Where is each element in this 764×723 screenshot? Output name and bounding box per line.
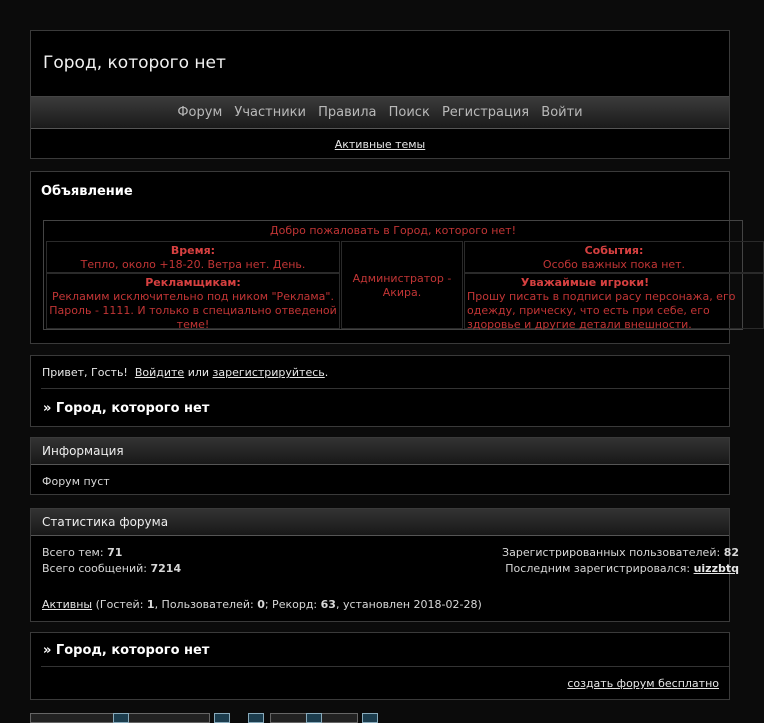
users-label: Зарегистрированных пользователей: bbox=[502, 546, 721, 559]
ads-text: Рекламим исключительно под ником "Реклама". Пароль - 1111. И только в специально отведеной теме! bbox=[49, 290, 337, 331]
posts-count bbox=[42, 562, 181, 575]
theme-select-arrow-icon bbox=[113, 713, 129, 723]
nav-register[interactable]: Регистрация bbox=[441, 105, 530, 120]
players-title: Уважаймые игроки! bbox=[520, 276, 650, 289]
guests-value: 1 bbox=[146, 598, 155, 611]
bottom-panel bbox=[30, 632, 730, 700]
stats-panel bbox=[30, 508, 739, 622]
info-heading: Информация bbox=[31, 438, 729, 465]
time-title: Время: bbox=[170, 244, 216, 257]
greeting-suffix: . bbox=[324, 366, 329, 379]
login-link[interactable]: Войдите bbox=[134, 366, 185, 379]
admin-cell bbox=[341, 241, 463, 329]
nav-search[interactable]: Поиск bbox=[388, 105, 430, 120]
active-link[interactable]: Активны bbox=[42, 598, 93, 611]
create-forum-link[interactable]: создать форум бесплатно bbox=[567, 677, 719, 690]
last-user-link[interactable]: uizzbtq bbox=[693, 562, 739, 575]
announcement-table bbox=[43, 220, 743, 330]
users-online-value: 0 bbox=[257, 598, 265, 611]
admin-text: Администратор - Акира. bbox=[352, 272, 452, 299]
active-topics-link[interactable]: Активные темы bbox=[334, 138, 426, 151]
last-registered bbox=[505, 562, 739, 575]
register-link[interactable]: зарегистрируйтесь bbox=[212, 366, 325, 379]
footer-controls bbox=[30, 713, 730, 723]
stats-body bbox=[31, 536, 739, 622]
greeting-panel bbox=[30, 355, 730, 427]
greeting-prefix: Привет, Гость! bbox=[42, 366, 128, 379]
info-panel bbox=[30, 437, 730, 495]
time-text: Тепло, около +18-20. Ветра нет. День. bbox=[80, 258, 306, 271]
bottom-breadcrumb[interactable]: » Город, которого нет bbox=[43, 643, 210, 658]
lang-select-arrow-icon bbox=[306, 713, 322, 723]
record-value: 63 bbox=[320, 598, 336, 611]
users-value: 82 bbox=[723, 546, 739, 559]
players-cell bbox=[464, 273, 764, 329]
events-title: События: bbox=[584, 244, 644, 257]
forum-header bbox=[30, 30, 730, 159]
theme-go-button[interactable] bbox=[214, 713, 230, 723]
sub-nav bbox=[31, 129, 729, 160]
welcome-text: Добро пожаловать в Город, которого нет! bbox=[270, 224, 516, 237]
create-forum-wrap bbox=[567, 677, 719, 690]
ads-title: Рекламщикам: bbox=[145, 276, 241, 289]
divider bbox=[41, 388, 729, 389]
last-label: Последним зарегистрировался: bbox=[505, 562, 691, 575]
stats-heading: Статистика форума bbox=[31, 509, 729, 536]
topics-label: Всего тем: bbox=[42, 546, 104, 559]
apply-button[interactable] bbox=[362, 713, 378, 723]
breadcrumb[interactable]: » Город, которого нет bbox=[43, 401, 210, 416]
topics-value: 71 bbox=[107, 546, 123, 559]
announcement-panel bbox=[30, 171, 736, 344]
main-nav bbox=[31, 96, 729, 129]
events-text: Особо важных пока нет. bbox=[542, 258, 686, 271]
posts-label: Всего сообщений: bbox=[42, 562, 147, 575]
posts-value: 7214 bbox=[150, 562, 182, 575]
forum-title: Город, которого нет bbox=[43, 53, 226, 73]
users-count bbox=[502, 546, 739, 559]
greeting-or: или bbox=[187, 366, 210, 379]
nav-forum[interactable]: Форум bbox=[177, 105, 223, 120]
lang-go-button[interactable] bbox=[248, 713, 264, 723]
nav-rules[interactable]: Правила bbox=[318, 105, 377, 120]
info-text: Форум пуст bbox=[42, 475, 110, 488]
info-body bbox=[31, 465, 729, 488]
players-text: Прошу писать в подписи расу персонажа, его одежду, прическу, что есть при себе, его здоровье и другие детали внешности. bbox=[467, 290, 736, 331]
nav-members[interactable]: Участники bbox=[234, 105, 306, 120]
nav-login[interactable]: Войти bbox=[541, 105, 583, 120]
announcement-heading: Объявление bbox=[41, 184, 133, 199]
ads-cell bbox=[46, 273, 340, 329]
guests-label: (Гостей: bbox=[95, 598, 144, 611]
events-cell bbox=[464, 241, 764, 273]
time-cell bbox=[46, 241, 340, 273]
bottom-divider bbox=[41, 666, 729, 667]
record-date: , установлен 2018-02-28) bbox=[335, 598, 482, 611]
active-users-line bbox=[42, 598, 482, 611]
topics-count bbox=[42, 546, 122, 559]
record-label: ; Рекорд: bbox=[264, 598, 318, 611]
users-online-label: , Пользователей: bbox=[154, 598, 254, 611]
greeting-line bbox=[42, 366, 328, 379]
